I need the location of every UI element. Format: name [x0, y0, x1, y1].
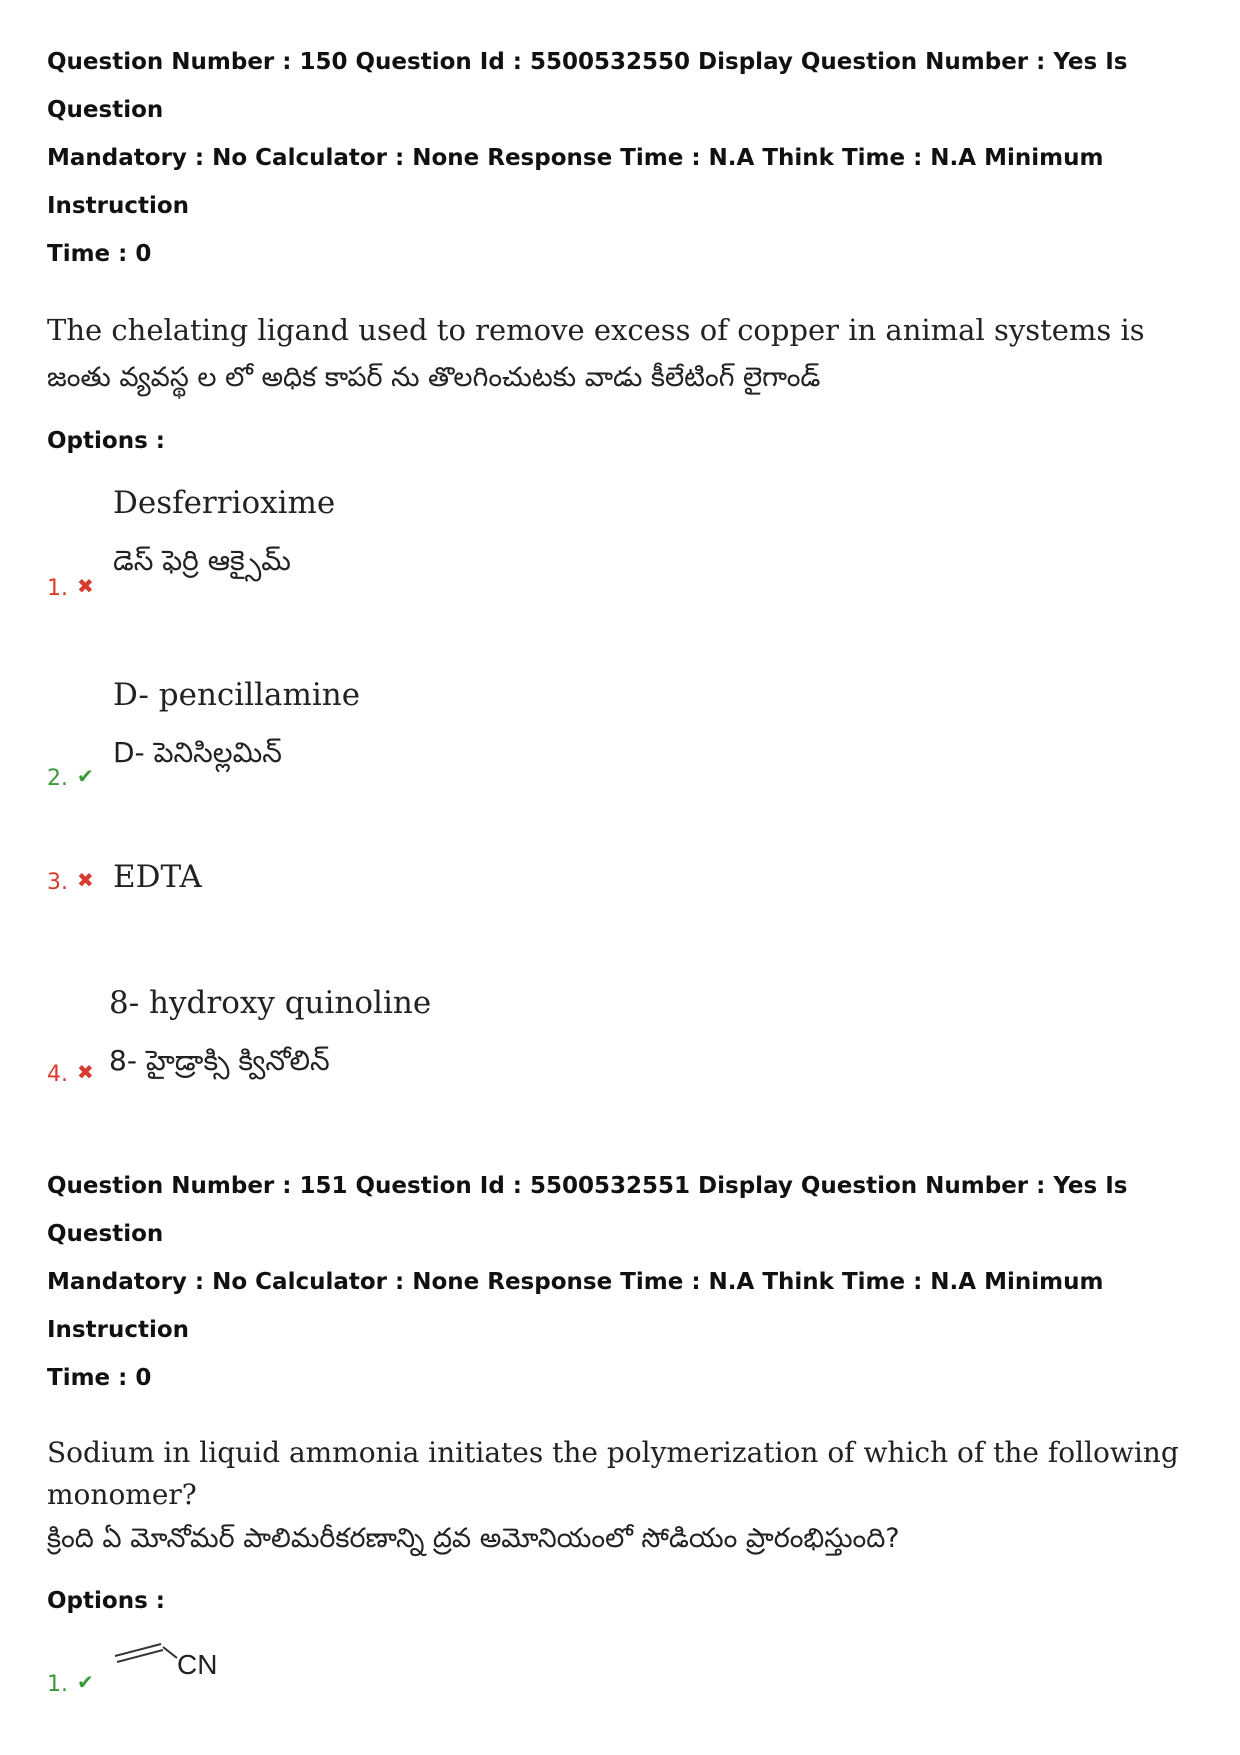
options-label: Options : — [47, 428, 165, 454]
stem-english: monomer? — [47, 1478, 197, 1511]
stem-telugu: క్రింది ఏ మోనోమర్ పాలిమరీకరణాన్ని ద్రవ అమోనియంలో సోడియం ప్రారంభిస్తుంది? — [47, 1523, 900, 1554]
option-text-english: EDTA — [113, 859, 202, 895]
option-number: 4. — [47, 1062, 68, 1087]
question-meta — [47, 38, 1207, 278]
option-number: 2. — [47, 766, 68, 791]
nitrile-label: CN — [177, 1649, 218, 1680]
options-label: Options : — [47, 1588, 165, 1614]
cross-icon: ✖ — [77, 1060, 94, 1084]
option-number: 3. — [47, 870, 68, 895]
option-text-english: 8- hydroxy quinoline — [109, 985, 432, 1021]
cross-icon: ✖ — [77, 574, 94, 598]
option-text-english: Desferrioxime — [113, 485, 336, 521]
question-stem — [47, 308, 1207, 400]
question-stem — [47, 1432, 1207, 1560]
option-text-english: D- pencillamine — [113, 677, 361, 713]
question-151 — [47, 1162, 1207, 1724]
option-text — [109, 974, 431, 1090]
stem-telugu: జంతు వ్యవస్థ ల లో అధిక కాపర్ ను తొలగించుటకు వాడు కీలేటింగ్ లైగాండ్ — [47, 362, 821, 393]
check-icon: ✔ — [77, 1670, 94, 1694]
options-list — [47, 1614, 1207, 1724]
option-text — [113, 848, 202, 906]
option-text — [113, 666, 360, 782]
option-1[interactable] — [47, 474, 1147, 604]
acrylonitrile-structure — [113, 1634, 243, 1694]
stem-english: Sodium in liquid ammonia initiates the polymerization of which of the following — [47, 1436, 1179, 1469]
check-icon: ✔ — [77, 764, 94, 788]
meta-line: Time : 0 — [47, 241, 152, 267]
meta-line: Time : 0 — [47, 1365, 152, 1391]
option-text-telugu: D- పెనిసిల్లమిన్ — [113, 736, 282, 769]
option-text-telugu: 8- హైడ్రాక్సి క్వినోలిన్ — [109, 1044, 330, 1077]
option-4[interactable] — [47, 974, 1147, 1104]
question-150 — [47, 38, 1207, 1154]
meta-line: Mandatory : No Calculator : None Response Time : N.A Think Time : N.A Minimum Instruction — [47, 145, 1104, 219]
options-list — [47, 454, 1207, 1154]
meta-line: Question Number : 151 Question Id : 5500532551 Display Question Number : Yes Is Question — [47, 1173, 1128, 1247]
meta-line: Mandatory : No Calculator : None Response Time : N.A Think Time : N.A Minimum Instruction — [47, 1269, 1104, 1343]
cross-icon: ✖ — [77, 868, 94, 892]
meta-line: Question Number : 150 Question Id : 5500532550 Display Question Number : Yes Is Question — [47, 49, 1128, 123]
option-number: 1. — [47, 576, 68, 601]
option-1[interactable] — [47, 1634, 1147, 1714]
question-meta — [47, 1162, 1207, 1402]
option-2[interactable] — [47, 666, 1147, 796]
stem-english: The chelating ligand used to remove excess of copper in animal systems is — [47, 313, 1145, 347]
option-text-telugu: డెస్ ఫెర్రి ఆక్సైమ్ — [113, 544, 291, 577]
option-text — [113, 474, 335, 590]
option-number: 1. — [47, 1672, 68, 1697]
structure-drawing — [113, 1634, 243, 1694]
option-3[interactable] — [47, 848, 1147, 918]
